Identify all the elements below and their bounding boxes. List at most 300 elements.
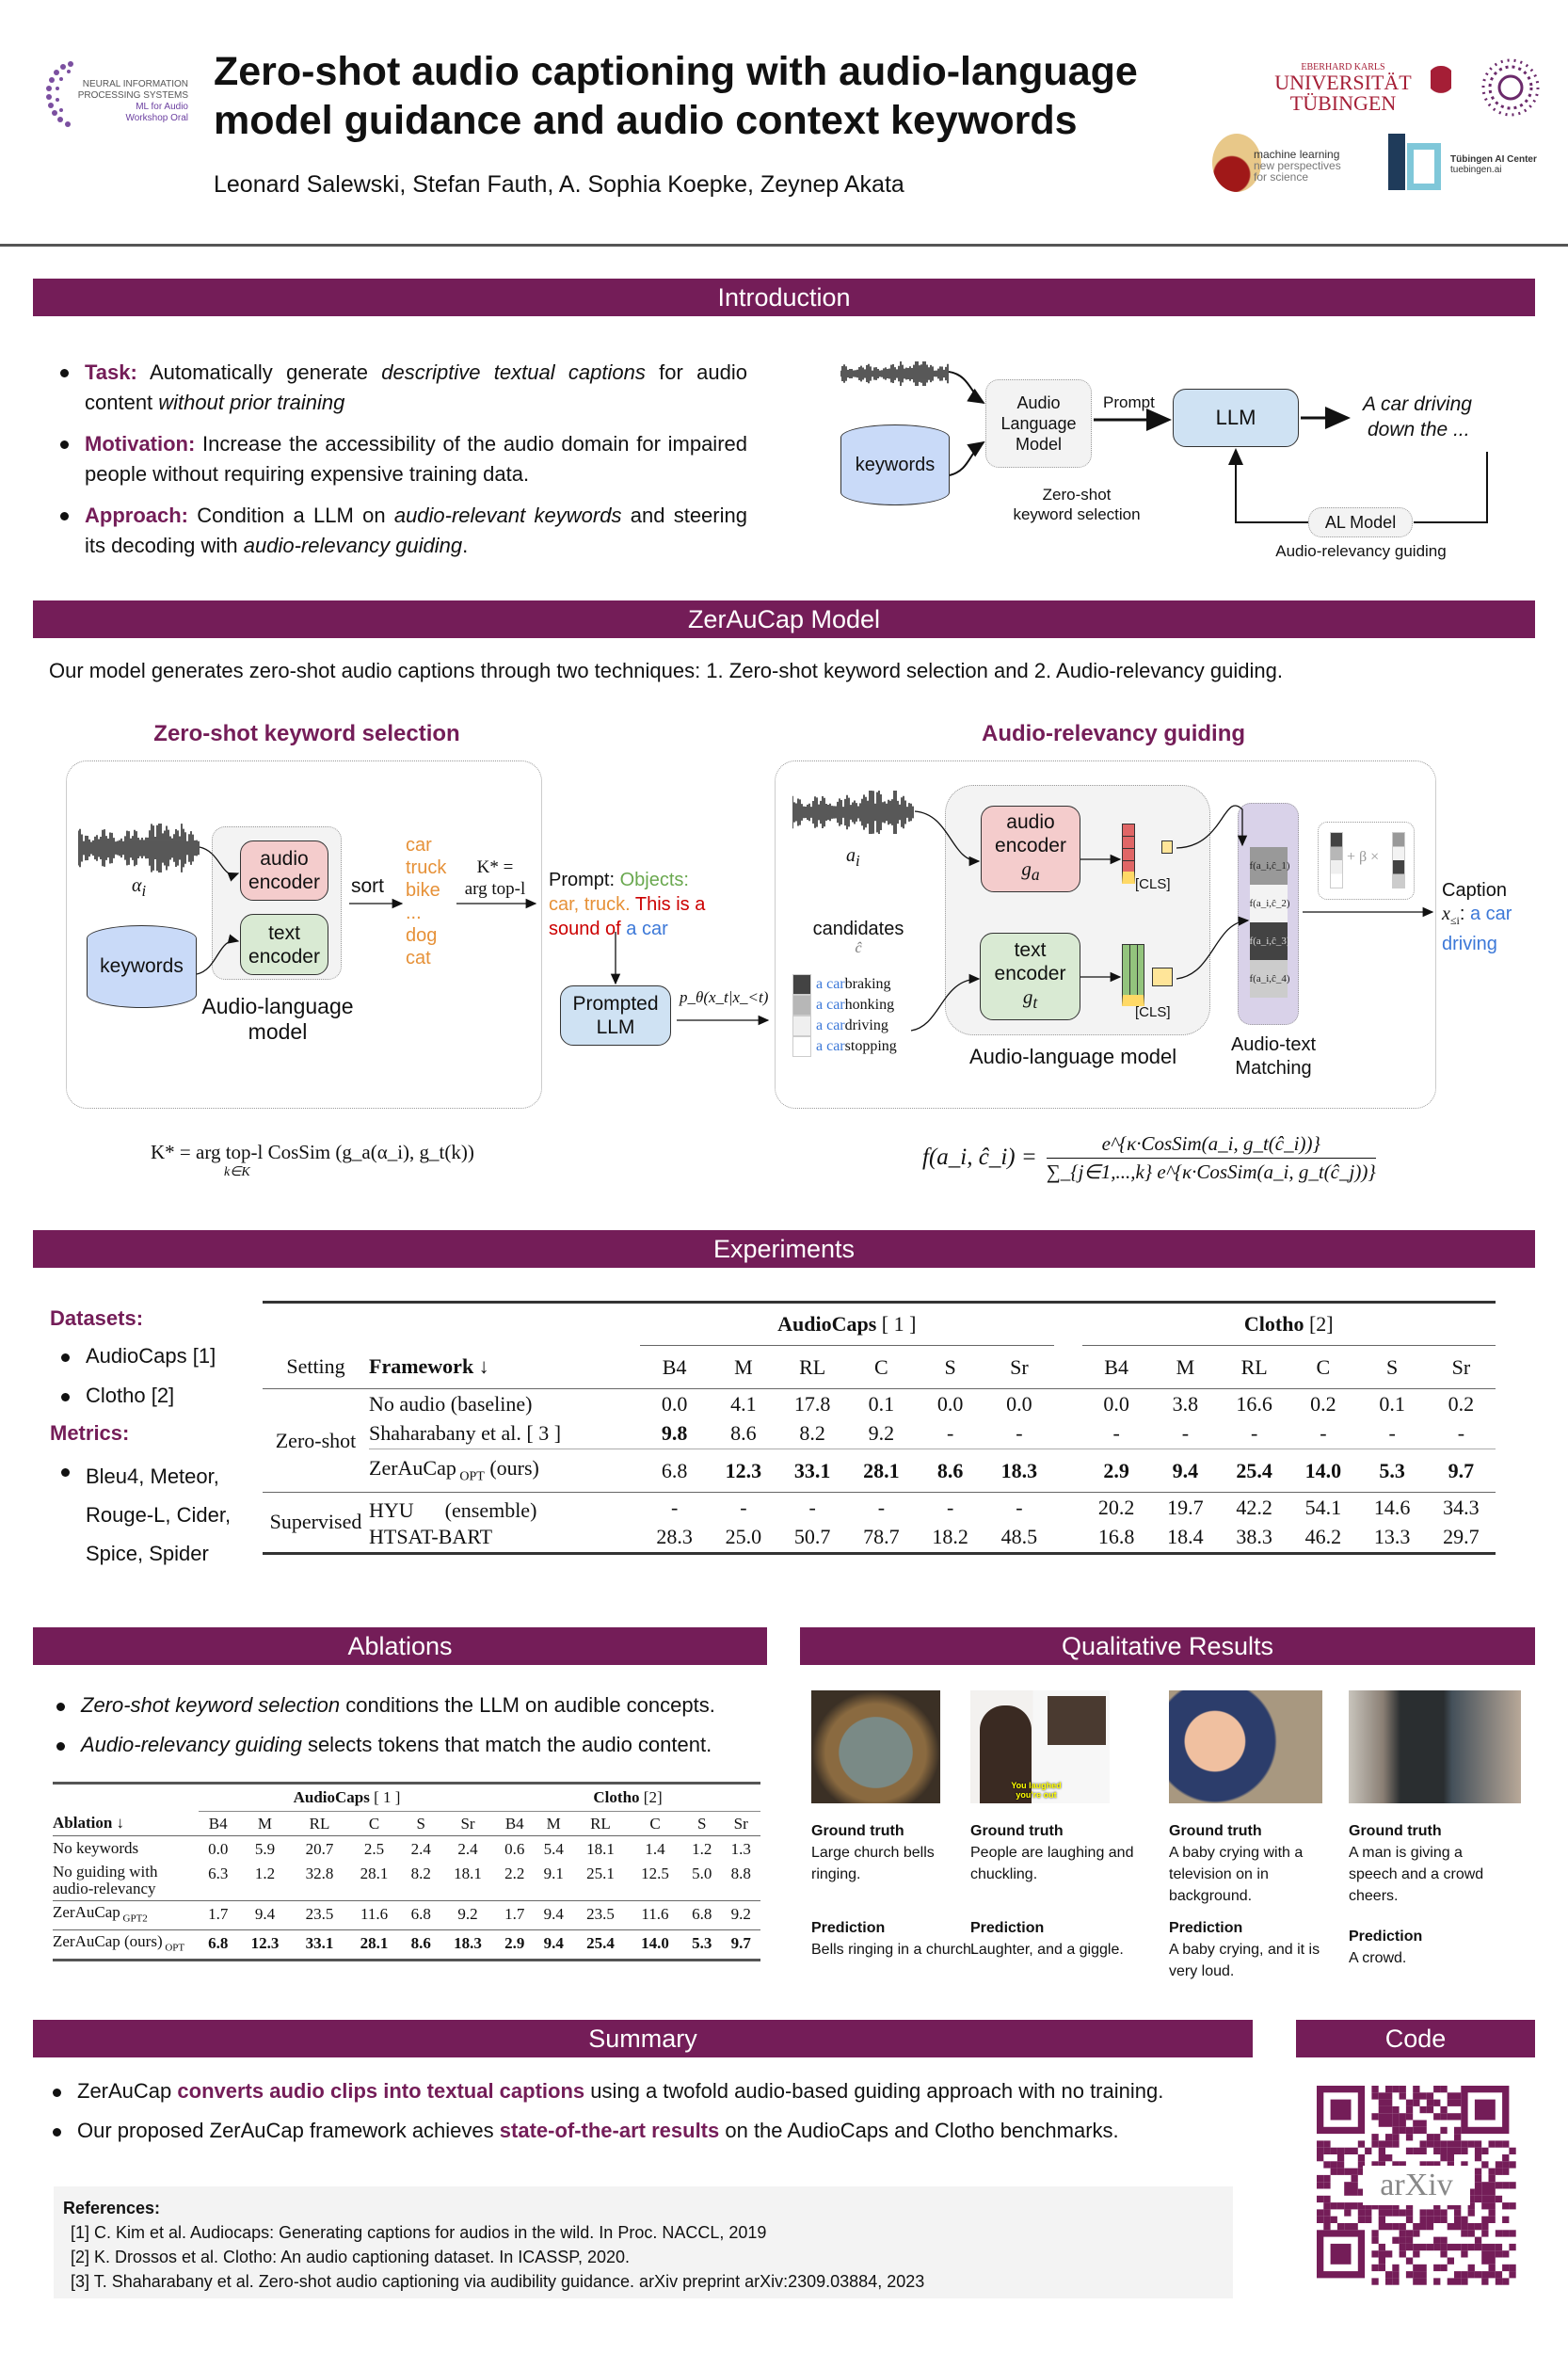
table-row — [263, 1493, 1496, 1524]
tuebingen-line: UNIVERSITÄT — [1274, 71, 1412, 94]
qr-module — [1400, 2092, 1406, 2099]
qr-module — [1448, 2092, 1454, 2099]
qual-gt — [1349, 1820, 1513, 1907]
qr-module — [1461, 2271, 1467, 2278]
qr-module — [1317, 2196, 1323, 2202]
qr-module — [1496, 2140, 1502, 2147]
qr-module — [1475, 2271, 1481, 2278]
setting-header: Setting — [263, 1346, 369, 1389]
spacer — [1054, 1389, 1082, 1419]
qr-module — [1344, 2223, 1351, 2230]
qr-module — [1502, 2265, 1509, 2271]
text: x — [1442, 904, 1450, 924]
model-description: Our model generates zero-shot audio captions through two techniques: 1. Zero-shot keyword selection and 2. Audio-relevancy guiding. — [49, 659, 1283, 682]
value-cell: 14.0 — [1288, 1449, 1357, 1493]
model-heading: ZerAuCap Model — [33, 600, 1535, 638]
table-row — [53, 1929, 760, 1960]
value-cell: - — [1151, 1419, 1220, 1449]
pred-text: Laughter, and a giggle. — [970, 1942, 1124, 1958]
gt-label: Ground truth — [1169, 1823, 1262, 1839]
qr-module — [1406, 2209, 1413, 2216]
ml-cluster-logo — [1212, 134, 1363, 192]
value-cell: - — [1358, 1419, 1427, 1449]
qr-module — [1502, 2278, 1509, 2284]
qr-module — [1448, 2258, 1454, 2265]
qr-module — [1454, 2092, 1461, 2099]
qr-module — [1385, 2121, 1392, 2127]
qr-module — [1392, 2121, 1399, 2127]
value-cell: 1.7 — [199, 1900, 237, 1929]
ranked-word: ... — [406, 903, 422, 923]
qr-module — [1448, 2148, 1454, 2154]
alpha-label — [132, 875, 146, 901]
qr-module — [1331, 2244, 1352, 2265]
ablation-name: No guiding with audio-relevancy — [53, 1862, 158, 1897]
qr-module — [1481, 2278, 1488, 2284]
qr-module — [1420, 2121, 1427, 2127]
framework-suffix: (ours) — [484, 1456, 539, 1481]
candidate-prefix: a car — [816, 976, 845, 992]
qr-module — [1454, 2100, 1461, 2106]
text: LLM — [1215, 406, 1256, 429]
qr-module — [1344, 2148, 1351, 2154]
score-cell: f(a_i,ĉ_3) — [1250, 922, 1288, 960]
qr-module — [1427, 2140, 1433, 2147]
text: Model — [1015, 435, 1063, 454]
value-cell: 78.7 — [863, 1525, 900, 1549]
code-heading: Code — [1296, 2020, 1535, 2057]
al-model-box — [1308, 507, 1413, 537]
text: Audio-language — [201, 994, 354, 1018]
qr-module — [1379, 2106, 1385, 2113]
results-table — [263, 1301, 1496, 1555]
keyword-ranking — [406, 834, 446, 969]
qr-module — [1433, 2148, 1440, 2154]
qr-module — [1420, 2278, 1427, 2284]
value-cell: 48.5 — [1000, 1525, 1038, 1549]
qr-module — [1379, 2217, 1385, 2223]
qr-module — [1475, 2148, 1481, 2154]
qr-module — [1352, 2223, 1358, 2230]
value-cell: 18.1 — [586, 1840, 615, 1858]
qr-module — [1358, 2209, 1365, 2216]
score-column-small — [1392, 832, 1405, 888]
value-cell: 5.4 — [543, 1840, 564, 1858]
qr-module — [1420, 2127, 1427, 2134]
value-cell: 25.4 — [1220, 1449, 1288, 1493]
value-cell: 46.2 — [1304, 1525, 1342, 1549]
feedback-arrow — [1236, 450, 1308, 522]
qr-module — [1475, 2100, 1496, 2121]
qr-module — [1481, 2189, 1488, 2196]
value-cell: 25.1 — [573, 1861, 628, 1901]
value-cell: 9.4 — [1151, 1449, 1220, 1493]
qr-module — [1468, 2265, 1475, 2271]
qr-module — [1385, 2154, 1392, 2161]
qr-module — [1420, 2223, 1427, 2230]
qr-module — [1379, 2148, 1385, 2154]
ranked-word: car — [406, 835, 432, 856]
spacer — [1054, 1419, 1082, 1449]
qr-module — [1440, 2106, 1447, 2113]
qr-module — [1371, 2278, 1378, 2284]
qr-module — [1461, 2223, 1467, 2230]
value-cell: - — [740, 1496, 747, 1519]
qr-module — [1379, 2113, 1385, 2120]
value-cell: 12.3 — [250, 1933, 280, 1952]
qr-module — [1433, 2086, 1440, 2092]
qr-module — [1323, 2209, 1330, 2216]
text — [1021, 857, 1039, 887]
pred-text: A crowd. — [1349, 1950, 1407, 1966]
waveform-path — [792, 791, 913, 834]
qr-module — [1461, 2250, 1467, 2257]
text: e^{κ·CosSim(a_i, g_t(ĉ_i))} — [1047, 1132, 1376, 1159]
logit-column — [1330, 832, 1343, 888]
qr-module — [1468, 2223, 1475, 2230]
value-cell: 23.5 — [292, 1900, 346, 1929]
score-cell: f(a_i,ĉ_2) — [1250, 885, 1288, 922]
qr-module — [1323, 2182, 1330, 2188]
setting-cell: Zero-shot — [263, 1389, 369, 1493]
qr-module — [1489, 2209, 1496, 2216]
qr-module — [1344, 2202, 1351, 2209]
value-cell: 2.2 — [495, 1861, 534, 1901]
qr-module — [1433, 2217, 1440, 2223]
prompt-label: Prompt — [1103, 393, 1155, 411]
qr-module — [1379, 2154, 1385, 2161]
text-encoder-box — [240, 914, 328, 975]
cls-label: [CLS] — [1135, 876, 1171, 892]
text: descriptive textual captions — [381, 360, 646, 384]
qr-module — [1440, 2237, 1447, 2244]
text: Prompt: — [549, 870, 620, 890]
text — [1023, 985, 1037, 1015]
qual-pred — [811, 1917, 976, 1961]
qr-module — [1358, 2154, 1365, 2161]
summary-bullets — [49, 2077, 1163, 2156]
qr-module — [1489, 2250, 1496, 2257]
qr-module — [1323, 2148, 1330, 2154]
qr-module — [1440, 2244, 1447, 2250]
gt-label: Ground truth — [1349, 1823, 1442, 1839]
candidate-word: honking — [844, 997, 895, 1013]
qr-module — [1509, 2230, 1515, 2236]
text: keywords — [855, 454, 936, 475]
qr-module — [1509, 2271, 1515, 2278]
text: Bleu4, Meteor, — [86, 1465, 219, 1488]
arg-label: Audio-relevancy guiding — [1275, 542, 1447, 560]
qr-module — [1489, 2182, 1496, 2188]
seal-icon — [1481, 58, 1540, 117]
qr-module — [1413, 2250, 1419, 2257]
qr-module — [1379, 2250, 1385, 2257]
qr-module — [1385, 2086, 1392, 2092]
ranked-word: bike — [406, 880, 440, 901]
qr-module — [1509, 2202, 1515, 2209]
qr-module — [1400, 2244, 1406, 2250]
qr-module — [1454, 2127, 1461, 2134]
qr-module — [1331, 2217, 1337, 2223]
qr-module — [1489, 2271, 1496, 2278]
qr-module — [1323, 2175, 1330, 2182]
text: encoder — [248, 872, 320, 893]
value-cell: 28.1 — [347, 1861, 402, 1901]
qr-module — [1496, 2250, 1502, 2257]
qr-module — [1392, 2086, 1399, 2092]
spacer — [1054, 1346, 1082, 1389]
summary-heading: Summary — [33, 2020, 1253, 2057]
text: audio-relevancy guiding — [243, 534, 463, 557]
qr-module — [1502, 2250, 1509, 2257]
value-cell: - — [1220, 1419, 1288, 1449]
group-name: AudioCaps — [777, 1312, 877, 1336]
spacer — [263, 1303, 369, 1346]
group-header — [495, 1784, 760, 1812]
value-cell: 18.3 — [984, 1449, 1053, 1493]
qr-module — [1400, 2230, 1406, 2236]
qr-module — [1481, 2223, 1488, 2230]
value-cell: 42.2 — [1236, 1496, 1272, 1519]
neurips-line: Workshop Oral — [125, 113, 188, 123]
qr-module — [1317, 2182, 1323, 2188]
value-cell: 8.6 — [916, 1449, 984, 1493]
qr-module — [1385, 2106, 1392, 2113]
text: for audio content — [85, 360, 747, 414]
qr-module — [1413, 2271, 1419, 2278]
qr-module — [1454, 2223, 1461, 2230]
qr-module — [1489, 2265, 1496, 2271]
authors: Leonard Salewski, Stefan Fauth, A. Sophia Koepke, Zeynep Akata — [214, 171, 904, 198]
value-cell: 17.8 — [793, 1391, 831, 1416]
qr-module — [1481, 2202, 1488, 2209]
metric-header: M — [237, 1812, 292, 1836]
text: K* = — [476, 857, 514, 877]
qr-module — [1371, 2237, 1378, 2244]
qr-module — [1502, 2154, 1509, 2161]
text: a — [1031, 865, 1040, 885]
qr-module — [1413, 2265, 1419, 2271]
qr-module — [1440, 2086, 1447, 2092]
qr-module — [1337, 2154, 1344, 2161]
text: Caption — [1442, 880, 1507, 901]
qr-module — [1461, 2244, 1467, 2250]
text: text — [268, 921, 300, 944]
value-cell: 0.1 — [1379, 1391, 1405, 1416]
qr-module — [1454, 2209, 1461, 2216]
qr-module — [1413, 2230, 1419, 2236]
qr-module — [1344, 2169, 1351, 2175]
subtitle-overlay: You laughed you're out — [1011, 1781, 1062, 1800]
text: and steering its decoding with — [85, 504, 747, 557]
sort-label: sort — [351, 875, 385, 897]
value-cell: 28.1 — [847, 1449, 916, 1493]
group-header — [1082, 1303, 1496, 1346]
qr-module — [1406, 2230, 1413, 2236]
qr-module — [1379, 2265, 1385, 2271]
ai-center-line: Tübingen AI Center — [1450, 154, 1537, 165]
value-cell: 8.6 — [709, 1419, 777, 1449]
qr-module — [1400, 2223, 1406, 2230]
neurips-logo — [42, 58, 188, 132]
gt-label: Ground truth — [970, 1823, 1064, 1839]
qr-module — [1440, 2154, 1447, 2161]
qr-module — [1385, 2100, 1392, 2106]
ranked-word: truck — [406, 857, 447, 878]
references-box — [54, 2186, 1233, 2298]
qr-module — [1406, 2100, 1413, 2106]
reference-item: [2] K. Drossos et al. Clotho: An audio captioning dataset. In ICASSP, 2020. — [71, 2248, 631, 2266]
value-cell: 9.1 — [534, 1861, 572, 1901]
value-cell: 9.4 — [534, 1900, 572, 1929]
qr-module — [1489, 2196, 1496, 2202]
metric-header: RL — [292, 1812, 346, 1836]
qr-module — [1400, 2121, 1406, 2127]
value-cell: - — [1016, 1496, 1023, 1519]
alm-label-right: Audio-language model — [969, 1045, 1177, 1068]
ai-center-logo — [1388, 134, 1544, 192]
title-line: Zero-shot audio captioning with audio-language — [214, 49, 1138, 94]
value-cell: 2.4 — [457, 1840, 478, 1858]
qr-module — [1461, 2278, 1467, 2284]
qr-module — [1489, 2140, 1496, 2147]
qr-module — [1481, 2182, 1488, 2188]
framework-name: No audio (baseline) — [369, 1391, 533, 1416]
value-cell: 6.8 — [208, 1933, 229, 1952]
neurips-line: PROCESSING SYSTEMS — [77, 90, 188, 101]
qr-module — [1427, 2106, 1433, 2113]
qr-module — [1406, 2217, 1413, 2223]
value-cell: 1.4 — [645, 1840, 665, 1858]
candidate-row — [792, 1016, 924, 1036]
qr-module — [1433, 2278, 1440, 2284]
ablation-label — [53, 1836, 199, 1861]
qr-module — [1344, 2209, 1351, 2216]
qr-module — [1406, 2258, 1413, 2265]
intro-alm-box — [985, 379, 1092, 468]
value-cell: 16.8 — [1097, 1525, 1135, 1549]
qr-module — [1392, 2106, 1399, 2113]
qr-module — [1337, 2148, 1344, 2154]
qr-module — [1502, 2217, 1509, 2223]
qr-module — [1427, 2223, 1433, 2230]
qr-module — [1440, 2265, 1447, 2271]
spacer — [1054, 1493, 1082, 1524]
qr-module — [1392, 2140, 1399, 2147]
qual-gt — [970, 1820, 1135, 1885]
qr-module — [1365, 2209, 1371, 2216]
table-row — [263, 1389, 1496, 1419]
qr-module — [1468, 2140, 1475, 2147]
value-cell: - — [1082, 1419, 1151, 1449]
metric-header: Sr — [984, 1346, 1053, 1389]
metric-header: C — [1288, 1346, 1357, 1389]
group-header — [199, 1784, 495, 1812]
metric-header: S — [402, 1812, 440, 1836]
alm-label — [188, 994, 367, 1045]
metric-header: B4 — [640, 1346, 709, 1389]
gt-text: A baby crying with a television on in background. — [1169, 1845, 1304, 1904]
qr-module — [1433, 2113, 1440, 2120]
qr-module — [1323, 2223, 1330, 2230]
neurips-line: ML for Audio — [136, 102, 188, 112]
beta-label: + β × — [1347, 849, 1380, 865]
qr-module — [1385, 2209, 1392, 2216]
qr-code[interactable] — [1314, 2083, 1519, 2292]
spacer — [369, 1303, 640, 1346]
reference-item: [1] C. Kim et al. Audiocaps: Generating captions for audios in the wild. In Proc. NACCL, 2019 — [71, 2223, 767, 2242]
waveform-icon — [792, 791, 915, 834]
value-cell: - — [1288, 1419, 1357, 1449]
qr-module — [1371, 2134, 1378, 2140]
qr-module — [1509, 2182, 1515, 2188]
qr-module — [1317, 2148, 1323, 2154]
text: audio-relevant keywords — [393, 504, 622, 527]
qr-module — [1385, 2140, 1392, 2147]
text: encoder — [995, 835, 1066, 857]
ranked-word: cat — [406, 948, 431, 968]
speech-crowd-photo — [1349, 1690, 1521, 1803]
intro-keywords-db — [840, 424, 950, 505]
qr-module — [1379, 2092, 1385, 2099]
text: Zero-shot — [1042, 486, 1112, 504]
qr-module — [1489, 2217, 1496, 2223]
value-cell: - — [946, 1496, 954, 1519]
qr-module — [1365, 2148, 1371, 2154]
text: without prior training — [158, 391, 345, 414]
qr-module — [1385, 2271, 1392, 2278]
crying-baby-photo — [1169, 1690, 1322, 1803]
qualitative-heading: Qualitative Results — [800, 1627, 1535, 1665]
qr-module — [1371, 2250, 1378, 2257]
group-header — [640, 1303, 1054, 1346]
qr-module — [1468, 2271, 1475, 2278]
ablation-label — [53, 1929, 199, 1960]
value-cell: 29.7 — [1443, 1525, 1480, 1549]
group-ref: [2] — [639, 1788, 663, 1806]
bullet-label: Task: — [85, 360, 137, 384]
qr-module — [1440, 2148, 1447, 2154]
qr-module — [1400, 2086, 1406, 2092]
metric-header: C — [347, 1812, 402, 1836]
table-row — [263, 1419, 1496, 1449]
datasets-label: Datasets: — [50, 1306, 144, 1330]
ablation-sub: OPT — [162, 1942, 185, 1954]
intro-llm-box — [1173, 389, 1299, 447]
qr-module — [1413, 2244, 1419, 2250]
qr-module — [1475, 2223, 1481, 2230]
references-label: References: — [63, 2199, 161, 2217]
qr-module — [1454, 2140, 1461, 2147]
tuebingen-line: EBERHARD KARLS — [1301, 62, 1385, 72]
qr-module — [1420, 2217, 1427, 2223]
tuebingen-logo — [1272, 62, 1414, 114]
qual-pred — [970, 1917, 1135, 1961]
candidate-word: braking — [844, 976, 891, 992]
qr-module — [1461, 2230, 1467, 2236]
qr-module — [1392, 2271, 1399, 2278]
intro-heading: Introduction — [33, 279, 1535, 316]
title-line: model guidance and audio context keywords — [214, 98, 1078, 143]
qr-module — [1392, 2223, 1399, 2230]
text: Audio — [1016, 393, 1061, 412]
text: ĉ — [855, 940, 862, 956]
qr-module — [1358, 2140, 1365, 2147]
candidates-label — [800, 919, 917, 957]
qr-module — [1406, 2113, 1413, 2120]
value-cell: 0.0 — [208, 1840, 229, 1858]
metric-header: S — [682, 1812, 721, 1836]
